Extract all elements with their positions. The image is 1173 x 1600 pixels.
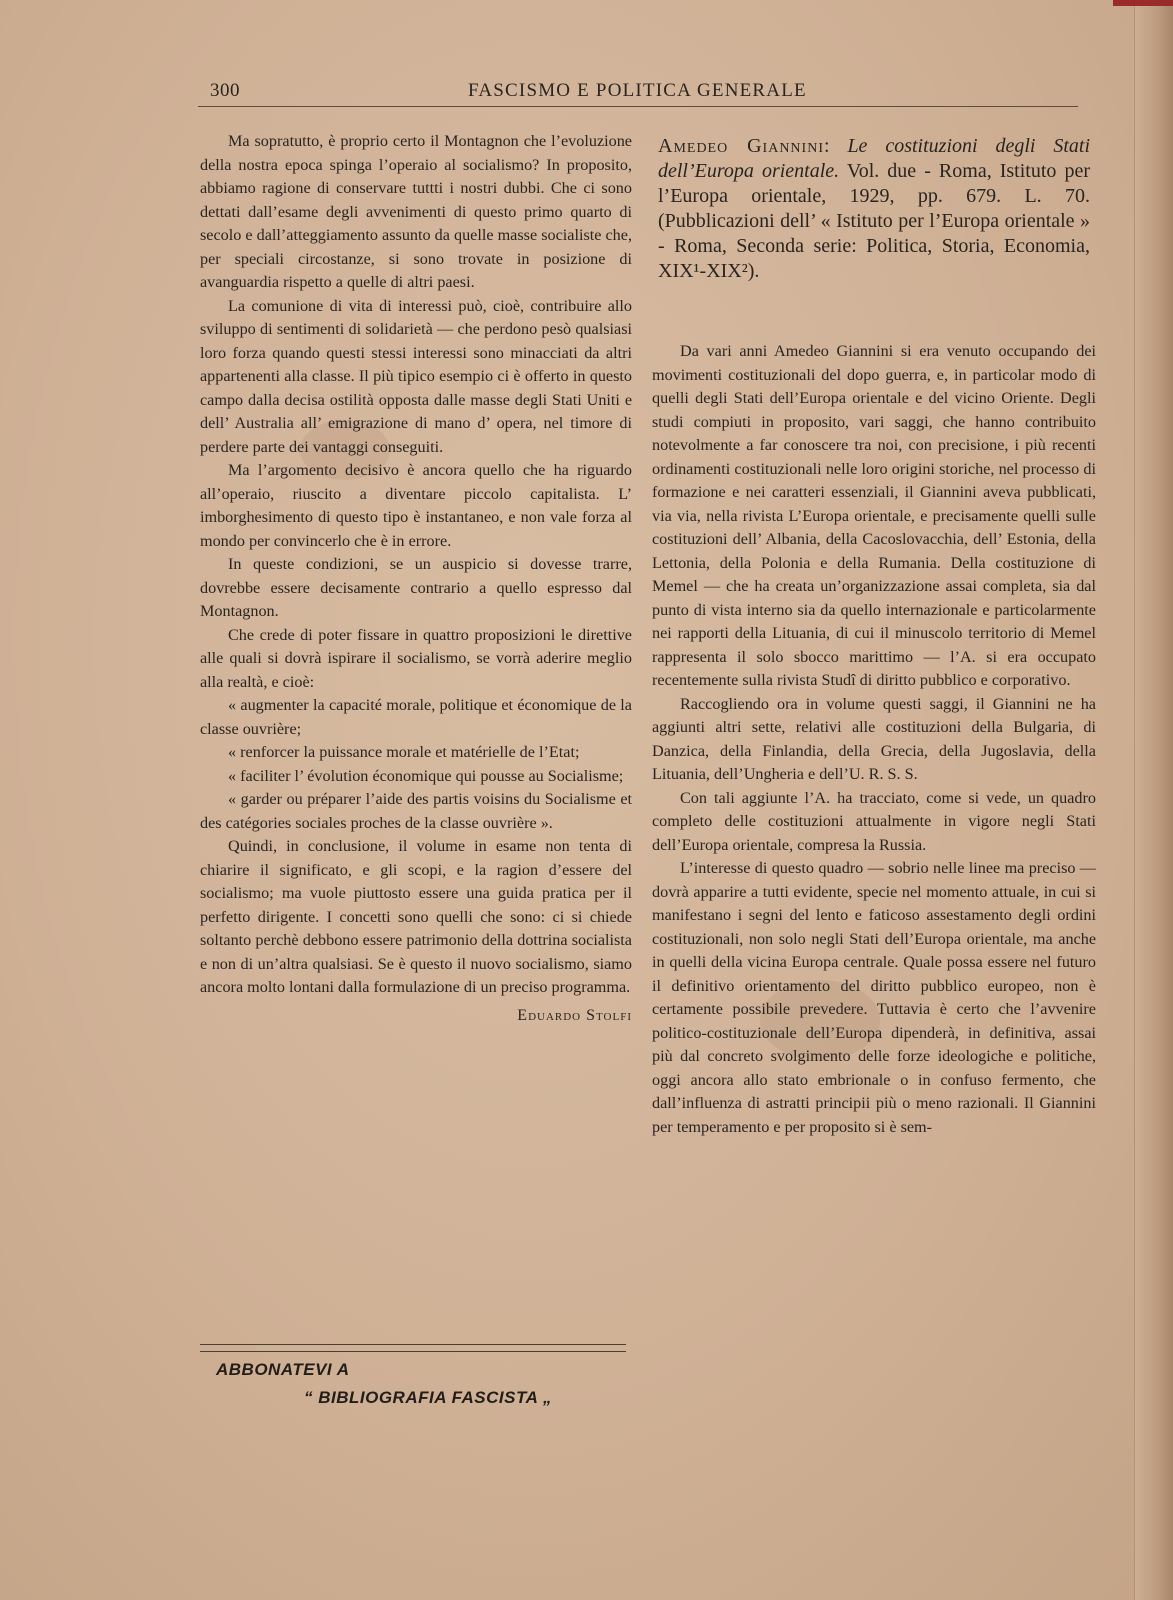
header-rule — [198, 106, 1078, 107]
right-column — [652, 340, 1096, 1139]
running-title: FASCISMO E POLITICA GENERALE — [468, 80, 807, 101]
review-details: Vol. due - Roma, Istituto per l’Europa orientale, 1929, pp. 679. L. 70. (Pubblicazioni dell’ « Istituto per l’Europa orientale » - Roma, Seconda serie: Politica, Storia, Economia, XIX¹-XIX²). — [658, 160, 1090, 282]
advert-line-1: ABBONATEVI A — [216, 1360, 350, 1379]
page-gutter — [1134, 0, 1173, 1600]
quoted-proposition: « renforcer la puissance morale et matérielle de l’Etat; — [228, 743, 580, 761]
paragraph: Da vari anni Amedeo Giannini si era venuto occupando dei movimenti costituzionali del dopo guerra, e, in particolar modo di quelli degli Stati dell’Europa orientale e del vicino Oriente. Degli studi compiuti in proposito, vari saggi, che hanno contribuito notevolmente a far conoscere tra noi, con precisione, i più recenti ordinamenti costituzionali nelle loro origini storiche, nel processo di formazione e nei caratteri essenziali, il Giannini aveva pubblicati, via via, nella rivista L’Europa orientale, e precisamente quelli sulle costituzioni dell’ Albania, della Cacoslovacchia, dell’ Estonia, della Lettonia, della Polonia e della Rumania. Della costituzione di Memel — che ha creata un’organizzazione assai completa, sia dal punto di vista interno sia da quello internazionale e particolarmente nei rapporti della Lituania, di cui il minuscolo territorio di Memel rappresenta il solo sbocco marittimo — l’A. si era occupato recentemente sulla rivista Studî di diritto pubblico e corporativo. — [652, 342, 1096, 689]
quoted-proposition: « garder ou préparer l’aide des partis voisins du Socialisme et des catégories sociales proches de la classe ouvrière ». — [200, 790, 632, 832]
corner-mark — [1113, 0, 1173, 6]
review-author: Amedeo Giannini — [658, 135, 824, 157]
paragraph: L’interesse di questo quadro — sobrio nelle linee ma preciso — dovrà apparire a tutti evidente, specie nel momento attuale, in cui si manifestano i segni del lento e faticoso assestamento degli ordini costituzionali, non solo negli Stati dell’Europa orientale, ma anche in quelli della vicina Europa centrale. Quale possa essere nel futuro il definitivo orientamento del diritto pubblico europeo, non è certamente possibile prevedere. Tuttavia è certo che l’avvenire politico-costituzionale dell’Europa dipenderà, in definitiva, assai più dal concreto svolgimento delle forze ideologiche e politiche, oggi ancora allo stato embrionale o in confuso fermento, che dall’influenza di astratti principii più o meno razionali. Il Giannini per temperamento e per proposito si è sem- — [652, 859, 1096, 1136]
quoted-proposition: « augmenter la capacité morale, politique et économique de la classe ouvrière; — [200, 696, 632, 738]
paragraph: Ma sopratutto, è proprio certo il Montagnon che l’evoluzione della nostra epoca spinga l’operaio al socialismo? In proposito, abbiamo ragione di conservare tuttti i nostri dubbi. Che ci sono dettati dall’esame degli avvenimenti di questo primo quarto di secolo e dall’atteggiamento assunto da quelle masse socialiste che, per speciali circostanze, si sono trovate in posizione di avanguardia rispetto a quelle di altri paesi. — [200, 132, 632, 291]
review-title: Le costituzioni degli Stati dell’Europa orientale. — [658, 135, 1090, 182]
subscription-advert — [216, 1356, 636, 1412]
paragraph: Con tali aggiunte l’A. ha tracciato, come si vede, un quadro completo delle costituzioni attualmente in vigore negli Stati dell’Europa orientale, compresa la Russia. — [652, 788, 1096, 854]
paragraph: Raccogliendo ora in volume questi saggi, il Giannini ne ha aggiunti altri sette, relativi alle costituzioni della Bulgaria, di Danzica, della Finlandia, della Grecia, della Jugoslavia, della Lituania, dell’Ungheria e dell’U. R. S. S. — [652, 694, 1096, 783]
review-heading: Amedeo Giannini: Le costituzioni degli Stati dell’Europa orientale. Vol. due - Roma, Istituto per l’Europa orientale, 1929, pp. 679. L. 70. (Pubblicazioni dell’ « Istituto per l’Europa orientale » - Roma, Seconda serie: Politica, Storia, Economia, XIX¹-XIX²). — [658, 135, 1090, 282]
section-divider — [200, 1344, 626, 1352]
page-header — [210, 80, 1090, 106]
paragraph: Quindi, in conclusione, il volume in esame non tenta di chiarire il significato, e gli scopi, e la ragion d’essere del socialismo; ma vuole piuttosto essere una guida pratica per il perfetto dirigente. I concetti sono quelli che sono: ci si chiede soltanto perchè debbono essere patrimonio della dottrina socialista e non di un’altra qualsiasi. Se è questo il nuovo socialismo, siamo ancora molto lontani dalla formulazione di un preciso programma. — [200, 837, 632, 996]
author-signature: Eduardo Stolfi — [517, 1006, 632, 1024]
paragraph: Che crede di poter fissare in quattro proposizioni le direttive alle quali si dovrà ispirare il socialismo, se vorrà aderire meglio alla realtà, e cioè: — [200, 625, 632, 691]
paragraph: In queste condizioni, se un auspicio si dovesse trarre, dovrebbe essere decisamente contrario a quello espresso dal Montagnon. — [200, 555, 632, 620]
left-column — [200, 130, 632, 1027]
paragraph: Ma l’argomento decisivo è ancora quello che ha riguardo all’operaio, riuscito a diventare piccolo capitalista. L’ imborghesimento di questo tipo è instantaneo, e non vale forza al mondo per convincerlo che è in errore. — [200, 461, 632, 550]
page-number: 300 — [210, 80, 240, 101]
quoted-proposition: « faciliter l’ évolution économique qui pousse au Socialisme; — [228, 766, 624, 785]
advert-line-2: “ BIBLIOGRAFIA FASCISTA „ — [304, 1388, 552, 1407]
paragraph: La comunione di vita di interessi può, cioè, contribuire allo sviluppo di sentimenti di solidarietà — che perdono pesò qualsiasi loro forza quando questi stessi interessi sono minacciati da altri appartenenti alla classe. Il più tipico esempio ci è offerto in questo campo dalla decisa ostilità opposta dalle masse degli Stati Uniti e dell’ Australia all’ emigrazione di mano d’ opera, nel timore di perdere parte dei vantaggi conseguiti. — [200, 296, 632, 456]
